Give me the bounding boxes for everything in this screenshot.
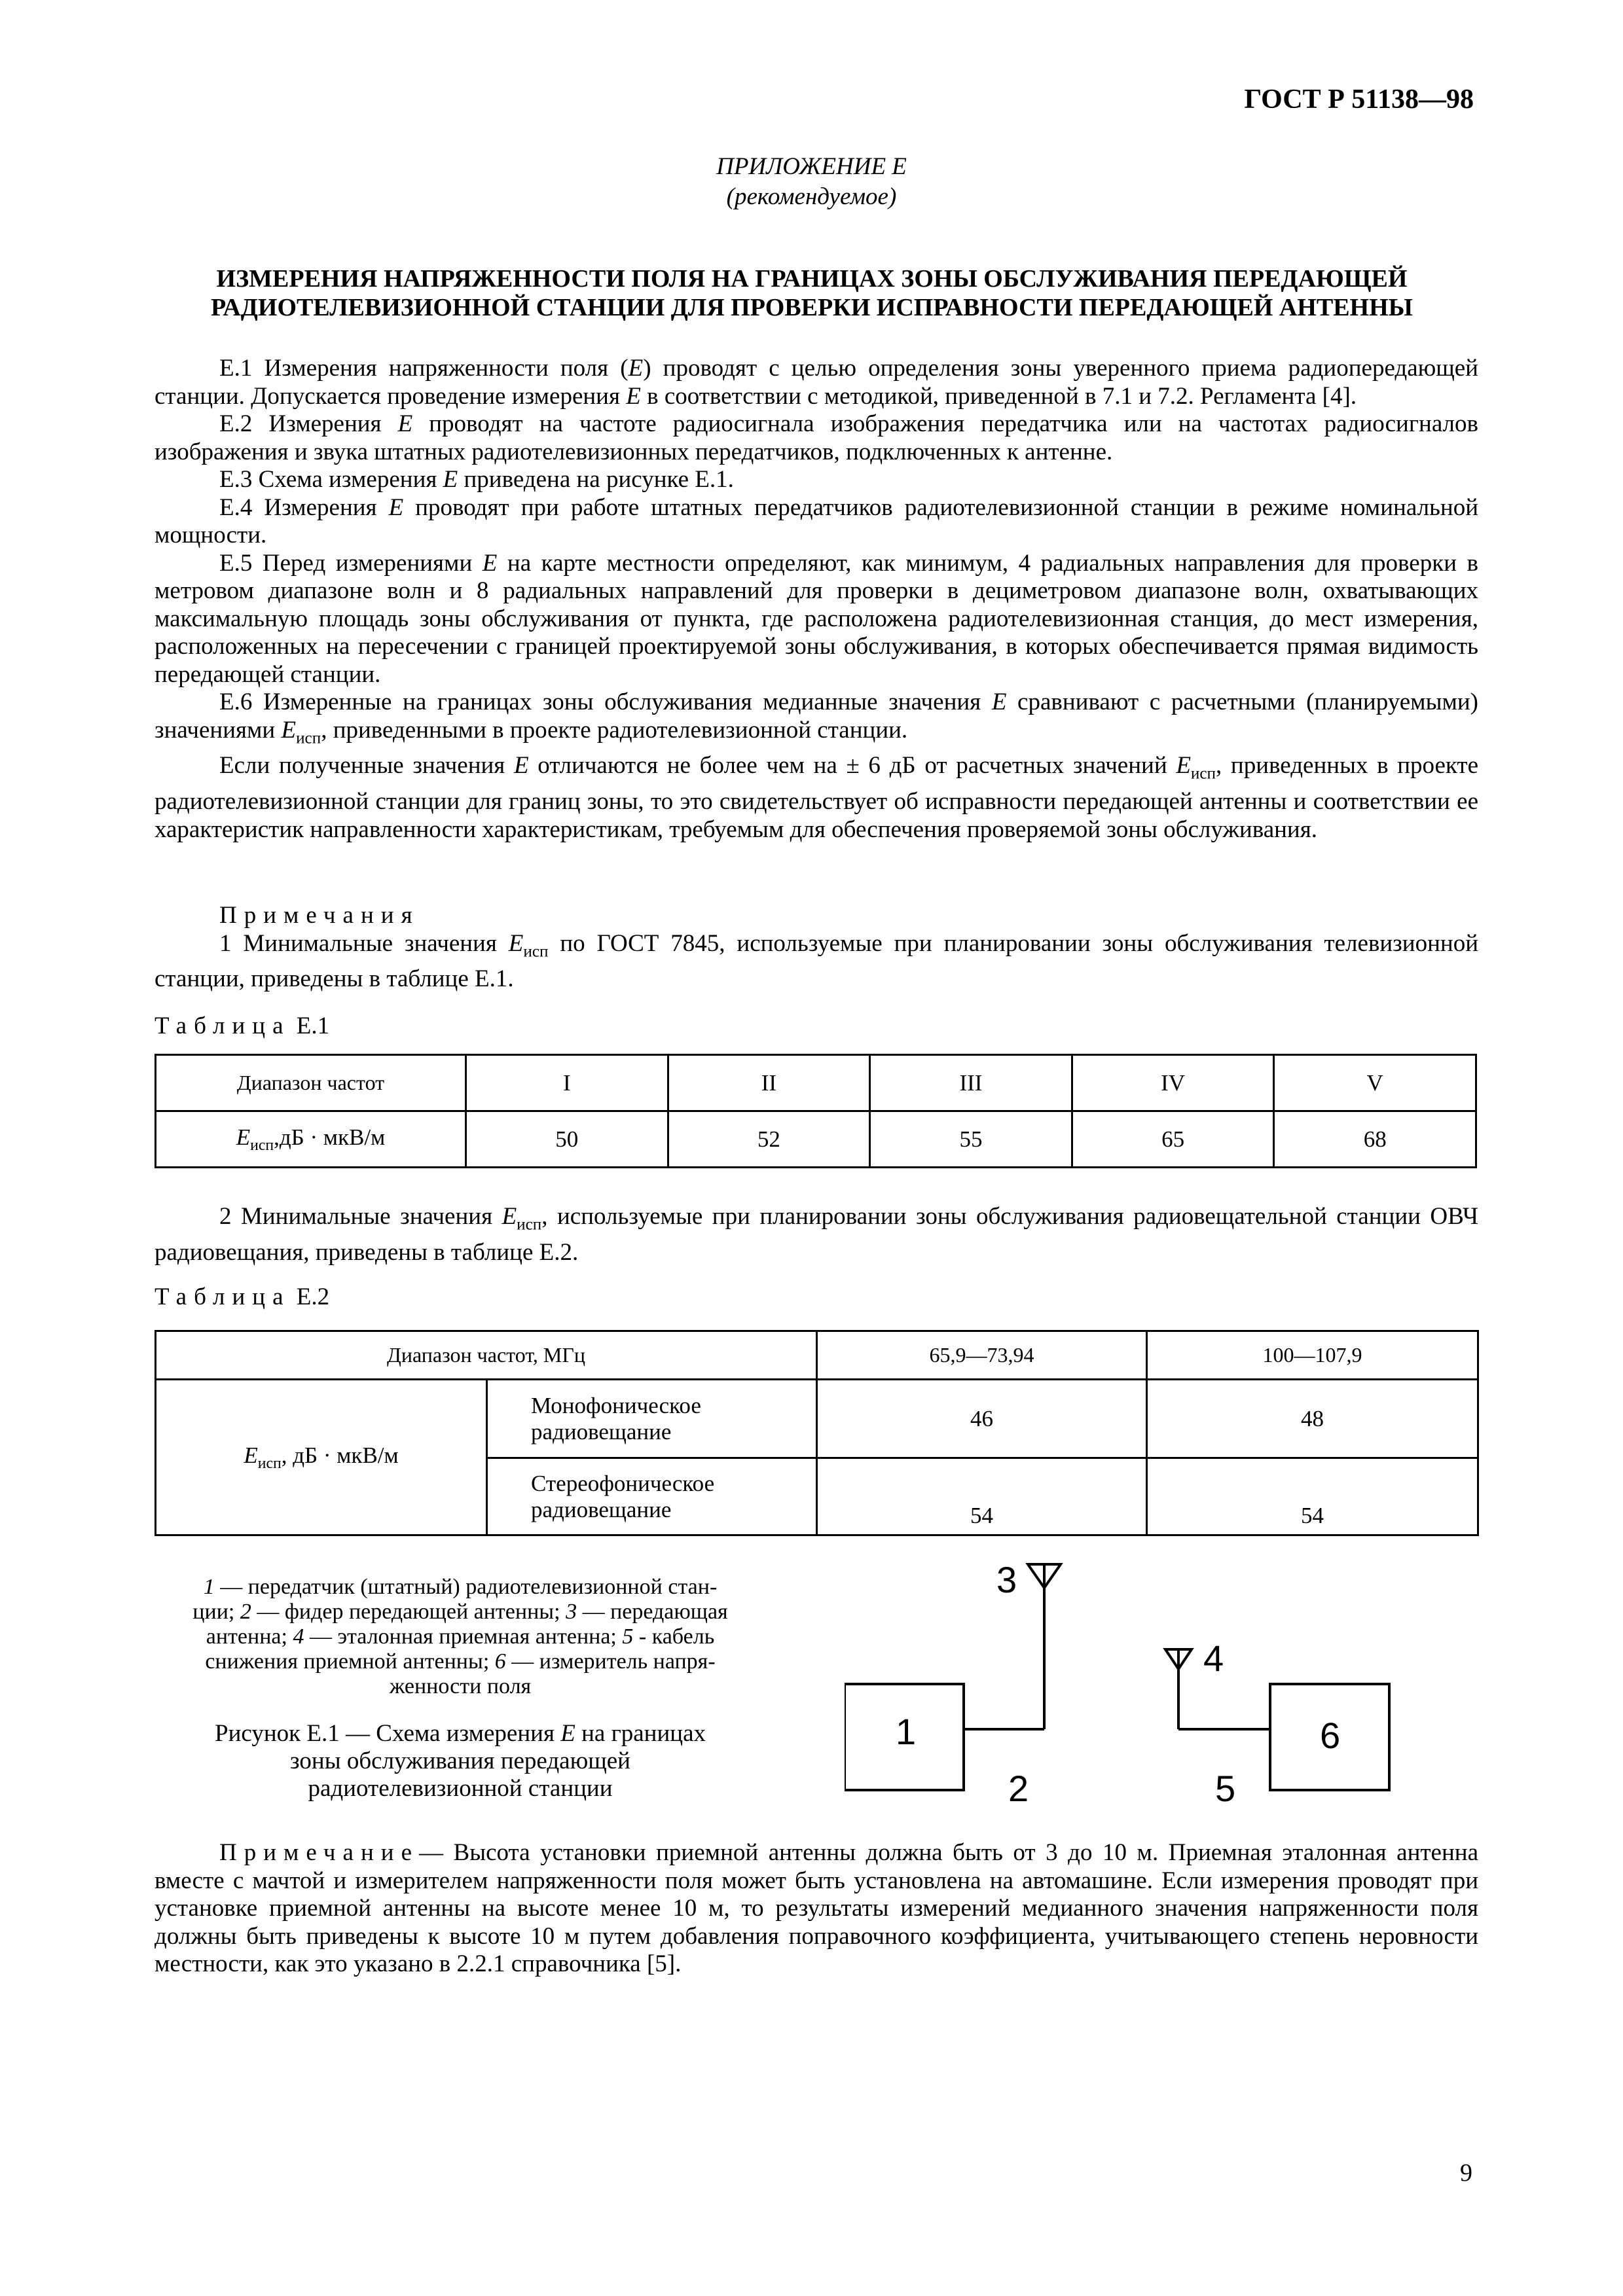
appendix-heading [0,152,1623,212]
appendix-label: ПРИЛОЖЕНИЕ Е [716,153,907,180]
table-row [156,1055,1476,1111]
page-title [151,264,1473,322]
table-e2 [155,1330,1479,1536]
table-header-cell: I [466,1055,668,1111]
table-header-cell: V [1274,1055,1476,1111]
table-row [156,1331,1478,1380]
paragraph-e4: Е.4 Измерения Е проводят при работе штатных передатчиков радиотелевизионной станции в режиме номинальной мощности. [155,493,1479,548]
table-cell: Стереофоническое радиовещание [487,1458,817,1535]
appendix-status: (рекомендуемое) [726,183,897,210]
table-header-cell: Диапазон частот, МГц [156,1331,817,1380]
measurement-diagram [845,1558,1421,1833]
table-cell: $Е_{исп}$, дБ · мкВ/м [156,1380,487,1535]
page-number: 9 [1460,2159,1472,2187]
label-4: 4 [1203,1638,1224,1679]
paragraph-e2: Е.2 Измерения Е проводят на частоте радиосигнала изображения передатчика или на частотах радиосигналов изображения и звука штатных радиотелевизионных передатчиков, подключенных к антенне. [155,410,1478,465]
final-note [155,1839,1478,1979]
label-1: 1 [896,1711,917,1752]
table2-caption: Таблица Е.2 [155,1283,330,1310]
table-cell: 46 [817,1380,1147,1458]
paragraph-e3: Е.3 Схема измерения Е приведена на рисунке Е.1. [219,466,734,493]
paragraph-e5: Е.5 Перед измерениями Е на карте местности определяют, как минимум, 4 радиальных направления для проверки в метровом диапазоне волн и 8 радиальных направлений для проверки в дециметровом диапазоне волн, охватывающих максимальную площадь зоны обслуживания от пункта, где расположена радиотелевизионная станция, до мест измерения, расположенных на пересечении с границей проектируемой зоны обслуживания, в которых обеспечивается прямая видимость передающей станции. [155,549,1478,688]
table-row [156,1380,1478,1458]
table-cell: 54 [817,1458,1147,1535]
table1-caption: Таблица Е.1 [155,1013,330,1039]
table-cell: 50 [466,1111,668,1168]
paragraph-e6-cont: Если полученные значения Е отличаются не более чем на ± 6 дБ от расчетных значений $Е_{исп}$, приведенных в проекте радиотелевизионной станции для границ зоны, то это свидетельствует об исправности передающей антенны и соответствии ее характеристик направленности характеристикам, требуемым для обеспечения проверяемой зоны обслуживания. [155,752,1479,843]
table-cell: 55 [870,1111,1072,1168]
table-header-cell: IV [1072,1055,1274,1111]
title-line-1: ИЗМЕРЕНИЯ НАПРЯЖЕННОСТИ ПОЛЯ НА ГРАНИЦАХ ЗОНЫ ОБСЛУЖИВАНИЯ ПЕРЕДАЮЩЕЙ [216,265,1408,293]
label-5: 5 [1215,1768,1236,1809]
notes-block [155,902,1478,994]
table-header-cell: 100—107,9 [1147,1331,1478,1380]
document-code: ГОСТ Р 51138—98 [1244,84,1474,115]
figure-caption: Рисунок Е.1 — Схема измерения Е на границах зоны обслуживания передающей радиотелевизионной станции [215,1720,706,1802]
table-header-cell: Диапазон частот [156,1055,466,1111]
paragraph-e1: Е.1 Измерения напряженности поля (Е) проводят с целью определения зоны уверенного приема радиопередающей станции. Допускается проведение измерения Е в соответствии с методикой, приведенной в 7.1 и 7.2. Регламента [4]. [155,355,1478,410]
notes-heading: Примечания [219,902,420,929]
table-cell: $Е_{исп},дБ \cdot мкВ/м$ [156,1111,466,1168]
body-paragraphs [155,355,1478,844]
note-1: 1 Минимальные значения $Е_{исп}$ по ГОСТ 7845, используемые при планировании зоны обслуживания телевизионной станции, приведены в таблице Е.1. [155,929,1478,993]
final-note-text: Примечание— Высота установки приемной антенны должна быть от 3 до 10 м. Приемная эталонная антенна вместе с мачтой и измерителем напряженности поля может быть установлена на автомашине. Если измерения проводят при установке приемной антенны на высоте менее 10 м, то результаты измерений медианного значения напряженности поля должны быть приведены к высоте 10 м путем добавления поправочного коэффициента, учитывающего степень неровности местности, как это указано в 2.2.1 справочника [5]. [155,1839,1478,1977]
note-2-block [155,1203,1478,1266]
label-3: 3 [996,1559,1017,1600]
title-line-2: РАДИОТЕЛЕВИЗИОННОЙ СТАНЦИИ ДЛЯ ПРОВЕРКИ ИСПРАВНОСТИ ПЕРЕДАЮЩЕЙ АНТЕННЫ [210,294,1413,321]
table-cell: 52 [668,1111,870,1168]
table-e1 [155,1054,1477,1168]
table-cell: 68 [1274,1111,1476,1168]
table-header-cell: III [870,1055,1072,1111]
figure-legend: 1 — передатчик (штатный) радиотелевизионной стан- ции; 2 — фидер передающей антенны; 3 — передающая антенна; 4 — эталонная приемная антенна; 5 - кабель снижения приемной антенны; 6 — измеритель напря- женности поля [192,1575,728,1698]
table-header-cell: 65,9—73,94 [817,1331,1147,1380]
table-header-cell: II [668,1055,870,1111]
label-6: 6 [1320,1715,1341,1756]
note-2: 2 Минимальные значения $Е_{исп}$, используемые при планировании зоны обслуживания радиовещательной станции ОВЧ радиовещания, приведены в таблице Е.2. [155,1203,1478,1266]
table-row [156,1111,1476,1168]
label-2: 2 [1008,1768,1029,1809]
table-cell: 54 [1147,1458,1478,1535]
table-cell: 48 [1147,1380,1478,1458]
table-cell: 65 [1072,1111,1274,1168]
paragraph-e6: Е.6 Измеренные на границах зоны обслуживания медианные значения Е сравнивают с расчетными (планируемыми) значениями $Е_{исп}$, приведенными в проекте радиотелевизионной станции. [155,689,1478,747]
table-cell: Монофоническое радиовещание [487,1380,817,1458]
